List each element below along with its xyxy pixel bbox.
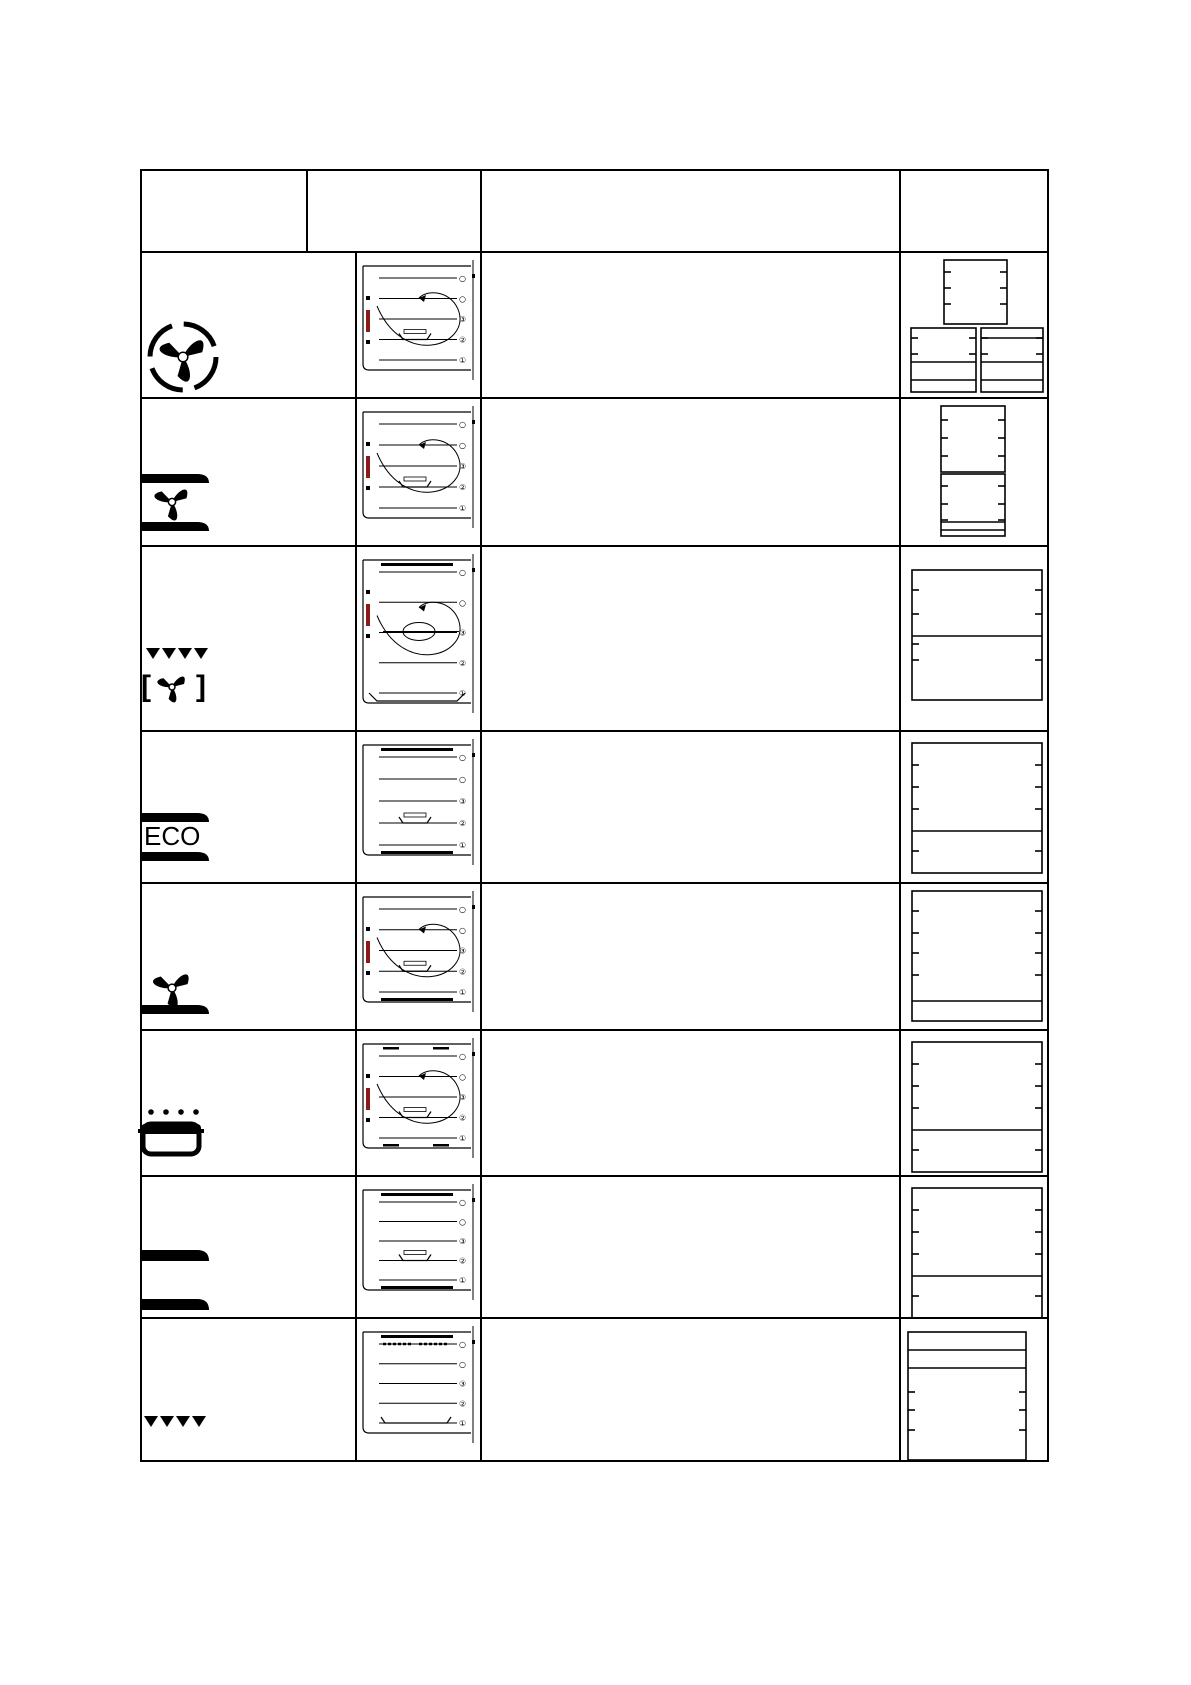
- fan-marker: [366, 927, 370, 931]
- grill-triangle: [146, 648, 160, 659]
- fan-blade: [158, 339, 183, 365]
- fan-marker: [366, 1074, 370, 1078]
- rack-diagram: [912, 1188, 1042, 1318]
- shelf-level-label: ○: [459, 598, 466, 608]
- shelf-level-label: ○: [459, 925, 466, 935]
- mode-row: [150, 260, 1043, 392]
- bottom-heater: [383, 1144, 399, 1147]
- mode-row: [141, 891, 1042, 1021]
- rack-diagram: [944, 260, 1007, 324]
- oven-diagram: [363, 1184, 475, 1300]
- top-bottom-heat-icon: [141, 1250, 209, 1310]
- shelf-level-label: ○: [459, 1052, 466, 1061]
- shelf-level-label: ①: [459, 356, 467, 365]
- drip-tray: [369, 693, 465, 701]
- door-latch: [472, 274, 475, 278]
- mode-row: [144, 1326, 1026, 1460]
- shelf-level-label: ②: [459, 335, 467, 345]
- door-latch: [472, 1340, 475, 1344]
- fan-hub: [169, 684, 175, 690]
- shelf-level-label: ②: [459, 819, 467, 828]
- drip-tray: [381, 1417, 451, 1423]
- cavity-outline: [363, 1190, 471, 1290]
- cavity-outline: [363, 897, 471, 1002]
- bracket-left: [: [141, 670, 151, 703]
- rack-diagram: [941, 406, 1005, 472]
- steam-dot: [163, 1109, 169, 1115]
- top-heater: [381, 1335, 453, 1338]
- shelf-level-label: ①: [459, 1134, 467, 1143]
- top-heater: [433, 1047, 449, 1050]
- oven-diagram: [363, 406, 475, 528]
- fan-heater: [366, 456, 370, 478]
- cavity-outline: [363, 745, 471, 855]
- mode-row: [141, 406, 1005, 536]
- shelf-level-label: ③: [459, 1237, 467, 1246]
- pot-steam-icon: [138, 1109, 204, 1154]
- food: [404, 1251, 426, 1255]
- top-heat-bar: [141, 474, 209, 483]
- grill-triangle: [194, 648, 208, 659]
- shelf-level-label: ○: [459, 1072, 466, 1082]
- fan-marker: [366, 486, 370, 490]
- shelf-level-label: ○: [459, 420, 466, 429]
- shelf-level-label: ○: [459, 1217, 466, 1227]
- bottom-heat-bar: [141, 1005, 209, 1014]
- shelf-level-label: ①: [459, 504, 467, 513]
- fan-heater: [366, 604, 370, 626]
- shelf-level-label: ③: [459, 946, 467, 956]
- grill-icon: [144, 1416, 206, 1427]
- food: [404, 1108, 426, 1112]
- shelf-level-label: ③: [459, 797, 467, 806]
- eco-icon: [141, 813, 209, 861]
- fan-hub: [178, 352, 188, 362]
- food: [404, 961, 426, 965]
- bracket-right: ]: [196, 670, 206, 703]
- airflow-arrow: [419, 927, 426, 934]
- fan-marker: [366, 296, 370, 300]
- top-heater: [381, 1193, 453, 1196]
- steam-dot: [193, 1109, 199, 1115]
- grill-triangle: [162, 648, 176, 659]
- grill-triangle: [178, 648, 192, 659]
- oven-diagram: [363, 1326, 475, 1443]
- fan-marker: [366, 442, 370, 446]
- oven-diagram: [363, 260, 475, 380]
- steam-dot: [148, 1109, 154, 1115]
- eco-label: ECO: [144, 821, 201, 851]
- shelf-level-label: ○: [459, 441, 466, 450]
- fan-bottom-heat-icon: [141, 974, 209, 1014]
- fan-blade: [152, 974, 172, 995]
- mode-rows: [138, 260, 1043, 1460]
- mode-row: [138, 1038, 1042, 1172]
- shelf-level-label: ○: [459, 1198, 466, 1207]
- shelf-level-label: ○: [459, 905, 466, 914]
- top-heater: [383, 1047, 399, 1050]
- oven-diagram: [363, 739, 475, 865]
- shelf-level-label: ①: [459, 1419, 467, 1428]
- door-latch: [472, 905, 475, 909]
- bottom-heat-fan-icon: [141, 474, 209, 531]
- door-latch: [472, 420, 475, 424]
- shelf-level-label: ②: [459, 1399, 467, 1409]
- fan-marker: [366, 1118, 370, 1122]
- rack-position-diagram: [908, 1332, 1026, 1460]
- shelf-level-label: ②: [459, 658, 467, 668]
- rack-position-diagram: [912, 1188, 1042, 1318]
- shelf-level-label: ○: [459, 775, 466, 784]
- shelf-level-label: ①: [459, 841, 467, 850]
- mode-row: [141, 554, 1042, 713]
- shelf-level-label: ①: [459, 689, 467, 698]
- shelf-level-label: ○: [459, 753, 466, 762]
- fan-marker: [366, 971, 370, 975]
- rack-position-diagram: [912, 1042, 1042, 1172]
- rack-diagram: [912, 743, 1042, 873]
- cavity-outline: [363, 266, 471, 370]
- door-latch: [472, 753, 475, 757]
- top-heater: [381, 563, 453, 566]
- bottom-heat-bar: [141, 522, 209, 531]
- steam-dot: [178, 1109, 184, 1115]
- airflow-loop: [377, 602, 460, 655]
- shelf-level-label: ○: [459, 274, 466, 283]
- fan-hub: [168, 498, 175, 505]
- airflow-arrow: [419, 605, 426, 612]
- shelf-level-label: ②: [459, 483, 467, 492]
- food-dish: [399, 1255, 431, 1261]
- bottom-heater: [381, 851, 453, 854]
- rack-diagram: [908, 1332, 1026, 1460]
- food-dish: [399, 817, 431, 823]
- mode-row: [141, 739, 1042, 873]
- rack-position-diagram: [911, 260, 1043, 392]
- shelf-level-label: ③: [459, 628, 467, 638]
- shelf-level-label: ○: [459, 568, 466, 577]
- shelf-level-label: ③: [459, 1379, 467, 1389]
- cavity-outline: [363, 1332, 471, 1433]
- rack-position-diagram: [941, 406, 1005, 536]
- shelf-level-label: ②: [459, 1113, 467, 1123]
- fan-heater: [366, 310, 370, 332]
- shelf-level-label: ①: [459, 1276, 467, 1285]
- rack-position-diagram: [912, 743, 1042, 873]
- rack-position-diagram: [912, 891, 1042, 1021]
- pot-handles: [138, 1129, 204, 1133]
- airflow-arrow: [419, 295, 426, 302]
- shelf-level-label: ○: [459, 294, 466, 304]
- grill-triangle: [144, 1416, 158, 1427]
- food: [404, 330, 426, 334]
- shelf-level-label: ○: [459, 1359, 466, 1369]
- food: [404, 813, 426, 817]
- cavity-outline: [363, 412, 471, 518]
- shelf-level-label: ②: [459, 1256, 467, 1266]
- rack-diagram: [911, 328, 976, 392]
- fan-marker: [366, 590, 370, 594]
- fan-heater: [366, 1088, 370, 1110]
- oven-diagram: [363, 891, 475, 1012]
- top-heater: [381, 748, 453, 751]
- grill-triangle: [176, 1416, 190, 1427]
- shelf-level-label: ○: [459, 1340, 466, 1349]
- rack-diagram: [912, 1042, 1042, 1172]
- rack-diagram: [912, 570, 1042, 700]
- fan-marker: [366, 634, 370, 638]
- door-latch: [472, 568, 475, 572]
- rack-diagram: [941, 474, 1005, 536]
- door-latch: [472, 1052, 475, 1056]
- bottom-heater: [381, 1286, 453, 1289]
- grill-triangle: [192, 1416, 206, 1427]
- bottom-heat-bar: [141, 852, 209, 861]
- door-latch: [472, 1198, 475, 1202]
- grill-triangle: [160, 1416, 174, 1427]
- oven-diagram: [363, 1038, 475, 1158]
- shelf-level-label: ③: [459, 462, 467, 471]
- food: [404, 477, 426, 481]
- fan-hub: [168, 984, 176, 992]
- fan-heater: [366, 941, 370, 963]
- shelf-level-label: ②: [459, 967, 467, 977]
- bottom-heater: [381, 998, 453, 1001]
- fan-marker: [366, 340, 370, 344]
- shelf-level-label: ①: [459, 988, 467, 997]
- shelf-level-label: ③: [459, 315, 467, 324]
- bottom-heater: [433, 1144, 449, 1147]
- bottom-heat-bar: [141, 1299, 209, 1310]
- oven-diagram: [363, 554, 475, 713]
- rack-position-diagram: [912, 570, 1042, 700]
- fan-circle-hot-air-icon: [150, 324, 216, 390]
- mode-row: [141, 1184, 1042, 1318]
- airflow-arrow: [419, 442, 426, 449]
- grill-fan-icon: [141, 648, 208, 703]
- top-heat-bar: [141, 1250, 209, 1261]
- cavity-outline: [363, 1044, 471, 1148]
- airflow-arrow: [419, 1073, 426, 1080]
- shelf-level-label: ③: [459, 1093, 467, 1102]
